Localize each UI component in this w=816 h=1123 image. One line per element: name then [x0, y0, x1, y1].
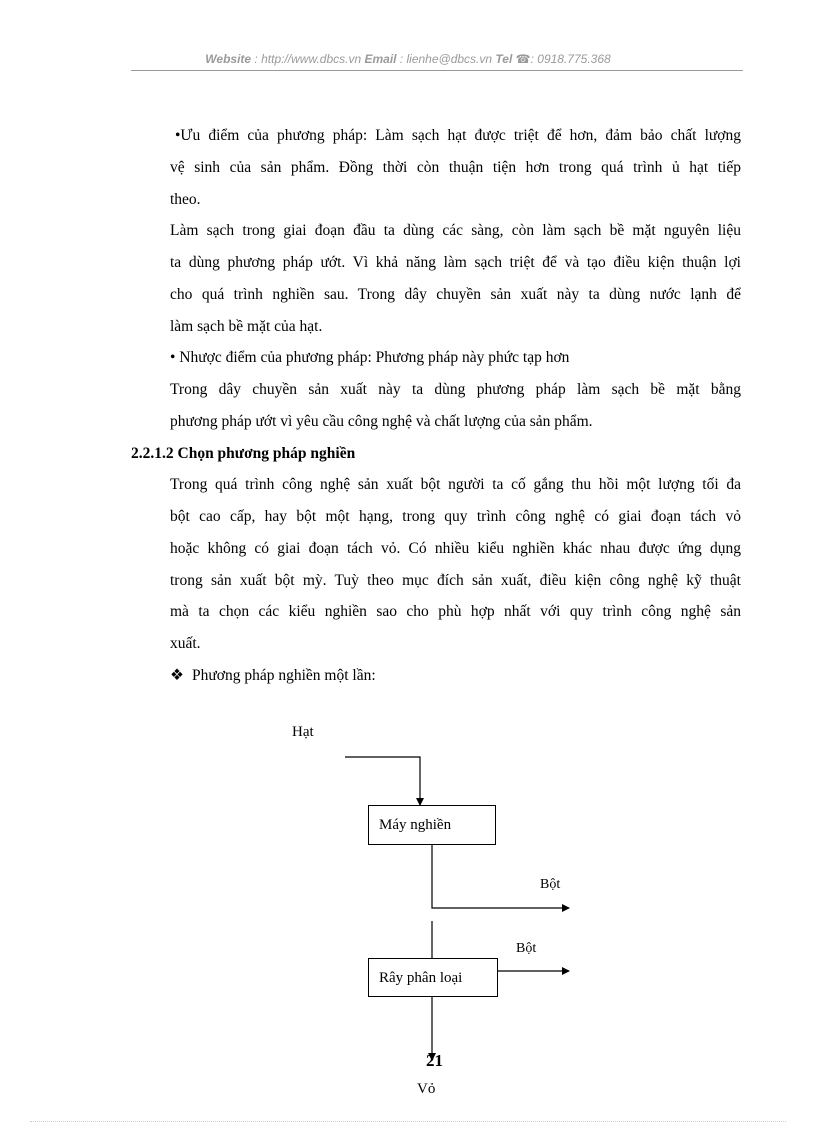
tel-label: Tel [495, 52, 513, 66]
tel-value: : 0918.775.368 [530, 52, 611, 66]
flour-label-1: Bột [540, 877, 561, 892]
milling-machine-label: Máy nghiền [379, 817, 452, 833]
paragraph-line: theo. [170, 191, 201, 208]
paragraph-line: Trong quá trình công nghệ sản xuất bột người ta cố gắng thu hồi một lượng tối đa [170, 476, 741, 493]
paragraph-line: vệ sinh của sản phẩm. Đồng thời còn thuận tiện hơn trong quá trình ủ hạt tiếp [170, 159, 741, 176]
paragraph-line: • Nhược điểm của phương pháp: Phương pháp này phức tạp hơn [170, 349, 570, 366]
website-label: Website [205, 52, 252, 66]
milling-machine-box [368, 805, 496, 845]
phone-icon: ☎ [515, 52, 531, 66]
page-number: 21 [426, 1051, 443, 1070]
paragraph-line: làm sạch bề mặt của hạt. [170, 318, 323, 335]
paragraph-line: trong sản xuất bột mỳ. Tuỳ theo mục đích sản xuất, điều kiện công nghệ kỹ thuật [170, 572, 741, 589]
paragraph-line: ta dùng phương pháp ướt. Vì khả năng làm sạch triệt để và tạo điều kiện thuận lợi [170, 254, 741, 271]
email-value: : lienhe@dbcs.vn [396, 52, 496, 66]
sieve-box [368, 958, 498, 997]
sieve-label: Rây phân loại [379, 970, 463, 986]
input-label: Hạt [292, 724, 314, 740]
diamond-bullet-icon: ❖ [170, 667, 184, 684]
paragraph-line: phương pháp ướt vì yêu cầu công nghệ và chất lượng của sản phẩm. [170, 413, 593, 430]
paragraph-line: •Ưu điểm của phương pháp: Làm sạch hạt được triệt để hơn, đảm bảo chất lượng [175, 127, 741, 144]
paragraph-line: mà ta chọn các kiểu nghiền sao cho phù hợp nhất với quy trình công nghệ sản [170, 603, 741, 620]
section-heading: 2.2.1.2 Chọn phương pháp nghiền [131, 445, 356, 462]
website-value: : http://www.dbcs.vn [251, 52, 365, 66]
flour-label-2: Bột [516, 941, 537, 956]
bullet-text: Phương pháp nghiền một lần: [192, 667, 376, 684]
paragraph-line: Làm sạch trong giai đoạn đầu ta dùng các sàng, còn làm sạch bề mặt nguyên liệu [170, 222, 741, 239]
email-label: Email [364, 52, 397, 66]
paragraph-line: xuất. [170, 635, 201, 652]
paragraph-line: cho quá trình nghiền sau. Trong dây chuyền sản xuất này ta dùng nước lạnh để [170, 286, 741, 303]
bran-label: Vỏ [417, 1081, 436, 1097]
paragraph-line: hoặc không có giai đoạn tách vỏ. Có nhiều kiểu nghiền khác nhau được ứng dụng [170, 540, 741, 557]
bottom-divider [30, 1121, 786, 1122]
paragraph-line: Trong dây chuyền sản xuất này ta dùng phương pháp làm sạch bề mặt bằng [170, 381, 741, 398]
input-arrow [345, 757, 420, 805]
paragraph-line: bột cao cấp, hay bột một hạng, trong quy trình công nghệ có giai đoạn tách vỏ [170, 508, 741, 525]
